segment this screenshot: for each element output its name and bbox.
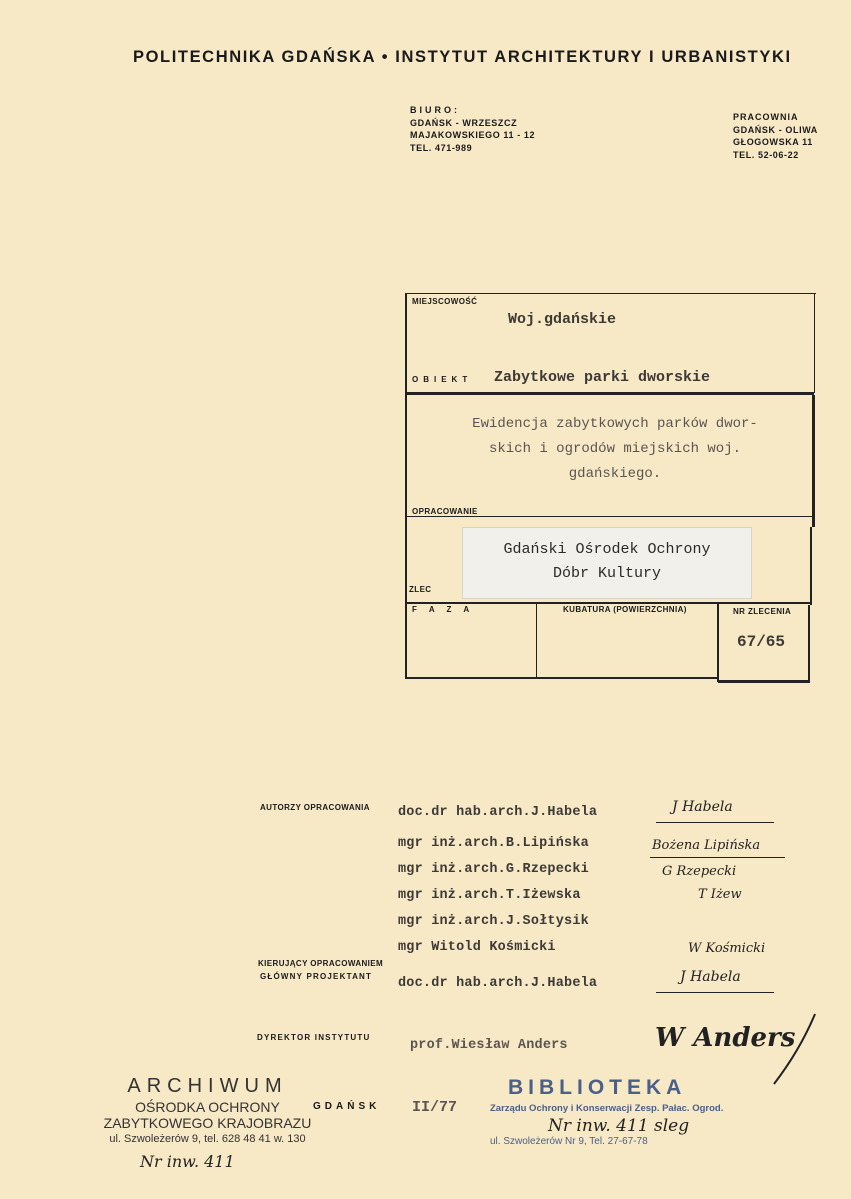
date-value: II/77 bbox=[412, 1099, 458, 1116]
archive-stamp bbox=[95, 1075, 320, 1145]
library-stamp-line: ul. Szwoleżerów Nr 9, Tel. 27-67-78 bbox=[490, 1136, 648, 1147]
obiekt-label: OBIEKT bbox=[412, 375, 473, 384]
studio-address-line: GDAŃSK - OLIWA bbox=[733, 124, 818, 135]
description-line: Ewidencja zabytkowych parków dwor- bbox=[472, 416, 758, 432]
nr-zlecenia-value: 67/65 bbox=[737, 633, 786, 651]
director-signature: W Anders bbox=[655, 1023, 796, 1053]
director-label: DYREKTOR INSTYTUTU bbox=[257, 1033, 371, 1042]
director-value: prof.Wiesław Anders bbox=[410, 1038, 568, 1053]
faza-label: F A Z A bbox=[412, 605, 475, 614]
author-entry: mgr inż.arch.T.Iżewska bbox=[398, 888, 581, 903]
institution-header: POLITECHNIKA GDAŃSKA • INSTYTUT ARCHITEKTURY I URBANISTYKI bbox=[133, 48, 792, 66]
opracowanie-line: Gdański Ośrodek Ochrony bbox=[503, 541, 711, 558]
archive-handwritten-number: Nr inw. 411 bbox=[140, 1152, 235, 1171]
library-stamp-line: BIBLIOTEKA bbox=[508, 1076, 687, 1099]
nr-zlecenia-label: NR ZLECENIA bbox=[733, 607, 792, 616]
lead-label: KIERUJĄCY OPRACOWANIEM bbox=[258, 959, 384, 968]
description-line: skich i ogrodów miejskich woj. bbox=[488, 441, 742, 457]
authors-label: AUTORZY OPRACOWANIA bbox=[260, 803, 370, 812]
signature-stroke bbox=[760, 1010, 820, 1090]
author-entry: mgr inż.arch.G.Rzepecki bbox=[398, 862, 589, 877]
archive-stamp-line: ZABYTKOWEGO KRAJOBRAZU bbox=[103, 1115, 312, 1131]
lead-value: doc.dr hab.arch.J.Habela bbox=[398, 976, 598, 991]
signature: J Habela bbox=[680, 969, 741, 985]
office-address-line: BIURO: bbox=[410, 105, 460, 115]
signature: G Rzepecki bbox=[662, 864, 737, 879]
archive-stamp-line: ARCHIWUM bbox=[127, 1075, 288, 1097]
studio-address-line: PRACOWNIA bbox=[733, 112, 799, 122]
description-block bbox=[420, 412, 810, 487]
city-label: GDAŃSK bbox=[313, 1101, 381, 1112]
author-entry: doc.dr hab.arch.J.Habela bbox=[398, 805, 598, 820]
office-address-line: TEL. 471-989 bbox=[410, 142, 473, 153]
library-handwritten-number: Nr inw. 411 sleg bbox=[548, 1116, 690, 1136]
signature: T Iżew bbox=[698, 887, 742, 902]
lead-label: GŁÓWNY PROJEKTANT bbox=[260, 972, 373, 981]
signature: Bożena Lipińska bbox=[652, 838, 761, 853]
miejscowosc-value: Woj.gdańskie bbox=[508, 311, 617, 328]
obiekt-value: Zabytkowe parki dworskie bbox=[494, 369, 711, 386]
office-address-line: MAJAKOWSKIEGO 11 - 12 bbox=[410, 130, 536, 140]
description-line: gdańskiego. bbox=[568, 466, 662, 482]
studio-address bbox=[733, 111, 818, 161]
library-stamp-line: Zarządu Ochrony i Konserwacji Zesp. Pałac. Ogrod. bbox=[490, 1103, 724, 1114]
studio-address-line: GŁOGOWSKA 11 bbox=[733, 137, 813, 147]
author-entry: mgr Witold Kośmicki bbox=[398, 940, 556, 955]
author-entry: mgr inż.arch.B.Lipińska bbox=[398, 836, 589, 851]
kubatura-label: KUBATURA (POWIERZCHNIA) bbox=[563, 605, 687, 614]
archive-stamp-line: ul. Szwoleżerów 9, tel. 628 48 41 w. 130 bbox=[109, 1133, 306, 1145]
signature: W Kośmicki bbox=[688, 941, 766, 956]
opracowanie-line: Dóbr Kultury bbox=[552, 565, 662, 582]
opracowanie-label: OPRACOWANIE bbox=[412, 507, 478, 516]
office-address bbox=[410, 104, 535, 154]
miejscowosc-label: MIEJSCOWOŚĆ bbox=[412, 297, 478, 306]
opracowanie-sticker bbox=[462, 527, 752, 599]
office-address-line: GDAŃSK - WRZESZCZ bbox=[410, 117, 518, 128]
studio-address-line: TEL. 52-06-22 bbox=[733, 149, 799, 160]
signature: J Habela bbox=[672, 799, 733, 815]
library-stamp bbox=[490, 1076, 755, 1147]
author-entry: mgr inż.arch.J.Sołtysik bbox=[398, 914, 589, 929]
archive-stamp-line: OŚRODKA OCHRONY bbox=[135, 1099, 280, 1115]
zlec-label: ZLEC bbox=[409, 585, 432, 594]
